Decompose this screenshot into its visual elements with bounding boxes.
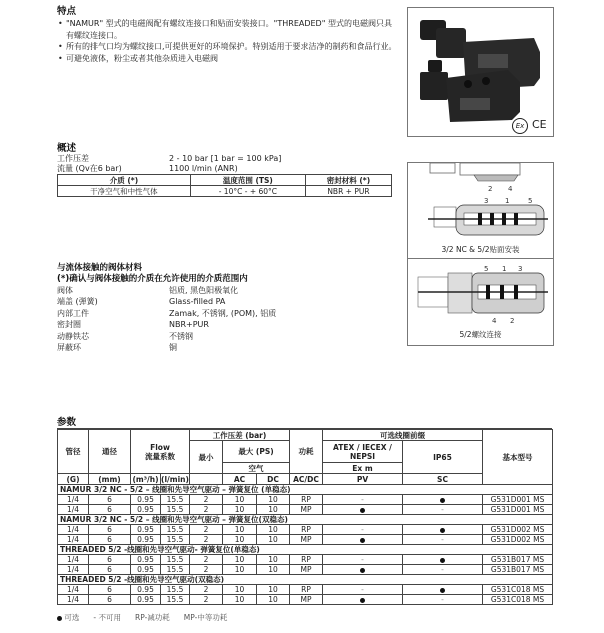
- media-cell: NBR + PUR: [305, 186, 391, 197]
- cell-ac: 10: [223, 555, 257, 565]
- features-section: [57, 3, 397, 64]
- cell-model: G531B017 MS: [483, 555, 553, 565]
- port-label: 5: [484, 265, 489, 273]
- cell-m3h: 0.95: [131, 525, 161, 535]
- cell-orifice: 6: [89, 505, 131, 515]
- port-label: 5: [528, 197, 533, 205]
- overview-key: 工作压差: [57, 154, 89, 163]
- cell-pv: [323, 585, 403, 595]
- cross-section-diagram-2: [408, 263, 553, 333]
- solenoid-valve-image: [408, 8, 553, 136]
- overview-title: 概述: [57, 143, 77, 154]
- diagram-1-caption: 3/2 NC & 5/2贴面安装: [441, 245, 520, 254]
- cell-pipe: 1/4: [58, 555, 89, 565]
- dot-icon: [440, 528, 445, 533]
- cell-power: MP: [290, 535, 323, 545]
- header-pipe: 管径: [58, 430, 89, 474]
- material-key: 阀体: [57, 286, 73, 295]
- material-row: [57, 296, 397, 307]
- unit-power: AC/DC: [290, 474, 323, 485]
- cell-sc: [403, 555, 483, 565]
- params-body: [58, 485, 553, 605]
- media-header: 介质 (*): [58, 175, 191, 186]
- cell-m3h: 0.95: [131, 505, 161, 515]
- materials-subtitle: (*)确认与阀体接触的介质在允许使用的介质范围内: [57, 274, 248, 284]
- unit-ac: AC: [223, 474, 257, 485]
- cell-sc: [403, 565, 483, 575]
- product-photo: [407, 7, 554, 137]
- cell-dc: 10: [257, 525, 290, 535]
- cell-min: 2: [190, 585, 223, 595]
- overview-row-pressure: [57, 154, 397, 164]
- cell-model: G531B017 MS: [483, 565, 553, 575]
- cell-pv: [323, 535, 403, 545]
- cell-min: 2: [190, 495, 223, 505]
- table-row: [58, 505, 553, 515]
- cell-model: G531D002 MS: [483, 535, 553, 545]
- dot-icon: [360, 598, 365, 603]
- cell-ac: 10: [223, 495, 257, 505]
- cell-model: G531C018 MS: [483, 585, 553, 595]
- unit-dc: DC: [257, 474, 290, 485]
- section-title: NAMUR 3/2 NC - 5/2 – 线圈和先导空气驱动 – 弹簧复位 (单稳态): [58, 485, 553, 495]
- header-flow: [131, 430, 190, 474]
- cell-orifice: 6: [89, 565, 131, 575]
- cell-pipe: 1/4: [58, 505, 89, 515]
- section-row: [58, 485, 553, 495]
- cell-orifice: 6: [89, 555, 131, 565]
- media-cell: - 10°C - + 60°C: [190, 186, 305, 197]
- header-pressure: 工作压差 (bar): [190, 430, 290, 441]
- dot-icon: [360, 538, 365, 543]
- port-label: 1: [502, 265, 507, 273]
- cross-section-diagram-1: [408, 163, 553, 257]
- overview-value: 1100 l/min (ANR): [169, 164, 238, 173]
- cell-pipe: 1/4: [58, 535, 89, 545]
- overview-value: 2 - 10 bar [1 bar = 100 kPa]: [169, 154, 282, 163]
- section-title: THREADED 5/2 -线圈和先导空气驱动(双稳态): [58, 575, 553, 585]
- dot-icon: [57, 616, 62, 621]
- legend-rp: RP-减功耗: [135, 613, 170, 622]
- media-header: 温度范围 (TS): [190, 175, 305, 186]
- cell-m3h: 0.95: [131, 565, 161, 575]
- cell-m3h: 0.95: [131, 585, 161, 595]
- material-value: Zamak, 不锈钢, (POM), 铝质: [169, 308, 277, 318]
- table-row: [58, 495, 553, 505]
- cell-lmin: 15.5: [161, 565, 190, 575]
- cell-sc: [403, 585, 483, 595]
- legend-mp: MP-中等功耗: [183, 613, 228, 622]
- unit-pv: PV: [323, 474, 403, 485]
- cell-dc: 10: [257, 595, 290, 605]
- port-label: 1: [505, 197, 510, 205]
- dash-icon: -: [361, 525, 364, 534]
- cell-pv: [323, 525, 403, 535]
- cell-dc: 10: [257, 555, 290, 565]
- header-exm: Ex m: [323, 463, 403, 474]
- cell-sc: [403, 505, 483, 515]
- unit-m3h: (m³/h): [132, 474, 159, 484]
- cell-model: G531C018 MS: [483, 595, 553, 605]
- material-value: 不锈钢: [169, 331, 193, 341]
- cell-pv: [323, 595, 403, 605]
- section-row: [58, 575, 553, 585]
- dot-icon: [440, 558, 445, 563]
- material-key: 端盖 (弹簧): [57, 297, 98, 307]
- legend-na: [93, 612, 121, 623]
- cell-min: 2: [190, 555, 223, 565]
- cell-m3h: 0.95: [131, 595, 161, 605]
- cell-ac: 10: [223, 595, 257, 605]
- header-atex: ATEX / IECEX / NEPSI: [323, 441, 403, 463]
- header-orifice: 通径: [89, 430, 131, 474]
- port-label: 4: [508, 185, 513, 193]
- cell-power: RP: [290, 495, 323, 505]
- material-row: [57, 308, 397, 319]
- material-key: 动静铁芯: [57, 331, 89, 341]
- materials-title: 与流体接触的阀体材料: [57, 263, 143, 273]
- cell-ac: 10: [223, 585, 257, 595]
- header-air: 空气: [223, 463, 290, 474]
- cell-m3h: 0.95: [131, 555, 161, 565]
- header-ip65: IP65: [403, 441, 483, 474]
- params-table: [57, 429, 553, 605]
- dash-icon: -: [361, 585, 364, 594]
- dash-icon: -: [93, 613, 97, 622]
- unit-min-empty: [190, 474, 223, 485]
- unit-orifice: (mm): [89, 474, 131, 485]
- material-key: 内部工件: [57, 308, 89, 318]
- dot-icon: [360, 508, 365, 513]
- features-title: 特点: [57, 6, 77, 17]
- cell-ac: 10: [223, 535, 257, 545]
- cell-orifice: 6: [89, 495, 131, 505]
- cell-pipe: 1/4: [58, 495, 89, 505]
- table-row: [58, 595, 553, 605]
- diagram-divider: [408, 258, 553, 259]
- media-table: [57, 174, 392, 197]
- unit-sc: SC: [403, 474, 483, 485]
- cell-min: 2: [190, 505, 223, 515]
- cell-pipe: 1/4: [58, 565, 89, 575]
- cell-ac: 10: [223, 565, 257, 575]
- cell-orifice: 6: [89, 595, 131, 605]
- cell-lmin: 15.5: [161, 505, 190, 515]
- cell-lmin: 15.5: [161, 595, 190, 605]
- port-label: 3: [484, 197, 489, 205]
- legend-optional: [57, 612, 79, 623]
- section-title: NAMUR 3/2 NC - 5/2 – 线圈和先导空气驱动 – 弹簧复位(双稳态): [58, 515, 553, 525]
- dash-icon: -: [441, 565, 444, 574]
- material-value: Glass-filled PA: [169, 297, 226, 307]
- dot-icon: [360, 568, 365, 573]
- cell-lmin: 15.5: [161, 535, 190, 545]
- header-flow-label: Flow: [150, 442, 170, 452]
- dot-icon: [440, 498, 445, 503]
- dot-icon: [440, 588, 445, 593]
- cell-orifice: 6: [89, 535, 131, 545]
- cell-sc: [403, 595, 483, 605]
- cell-power: RP: [290, 555, 323, 565]
- cell-pv: [323, 565, 403, 575]
- material-value: 铝质, 黑色阳极氧化: [169, 286, 239, 295]
- cell-min: 2: [190, 525, 223, 535]
- cell-power: MP: [290, 505, 323, 515]
- cell-orifice: 6: [89, 585, 131, 595]
- ce-mark-icon: CE: [532, 118, 547, 131]
- cell-power: MP: [290, 565, 323, 575]
- cell-min: 2: [190, 535, 223, 545]
- cell-dc: 10: [257, 495, 290, 505]
- header-flow-sub: 流量系数: [145, 451, 175, 461]
- cell-dc: 10: [257, 585, 290, 595]
- cell-lmin: 15.5: [161, 555, 190, 565]
- cell-dc: 10: [257, 565, 290, 575]
- overview-row-flow: [57, 164, 397, 174]
- material-row: [57, 285, 397, 296]
- params-title: 参数: [57, 417, 77, 428]
- dash-icon: -: [441, 595, 444, 604]
- cross-section-diagrams: [407, 162, 554, 346]
- table-row: [58, 535, 553, 545]
- legend-optional-label: 可选: [64, 613, 80, 622]
- overview-section: [57, 140, 397, 174]
- port-label: 4: [492, 317, 497, 325]
- cell-sc: [403, 525, 483, 535]
- cell-lmin: 15.5: [161, 585, 190, 595]
- cell-dc: 10: [257, 535, 290, 545]
- features-list: [57, 18, 397, 64]
- header-min: 最小: [190, 441, 223, 474]
- media-cell: 干净空气和中性气体: [58, 186, 191, 197]
- section-row: [58, 515, 553, 525]
- table-row: [58, 585, 553, 595]
- materials-list: [57, 285, 397, 353]
- table-row: [58, 565, 553, 575]
- cell-power: RP: [290, 585, 323, 595]
- cell-m3h: 0.95: [131, 535, 161, 545]
- cell-power: MP: [290, 595, 323, 605]
- dash-icon: -: [441, 535, 444, 544]
- cell-pipe: 1/4: [58, 525, 89, 535]
- cell-min: 2: [190, 565, 223, 575]
- diagram-2-caption: 5/2螺纹连接: [459, 330, 502, 339]
- cell-model: G531D001 MS: [483, 505, 553, 515]
- cell-sc: [403, 495, 483, 505]
- cell-sc: [403, 535, 483, 545]
- dash-icon: -: [441, 505, 444, 514]
- material-row: [57, 342, 397, 353]
- cell-orifice: 6: [89, 525, 131, 535]
- dash-icon: -: [361, 495, 364, 504]
- cell-model: G531D001 MS: [483, 495, 553, 505]
- cell-ac: 10: [223, 505, 257, 515]
- dash-icon: -: [361, 555, 364, 564]
- cell-pv: [323, 505, 403, 515]
- port-label: 2: [488, 185, 493, 193]
- material-row: [57, 319, 397, 330]
- unit-lmin: (l/min): [161, 474, 189, 484]
- material-value: NBR+PUR: [169, 320, 209, 330]
- cell-dc: 10: [257, 505, 290, 515]
- header-max: 最大 (PS): [223, 441, 290, 463]
- overview-key: 流量 (Qv在6 bar): [57, 164, 122, 173]
- port-label: 3: [518, 265, 523, 273]
- material-key: 密封圈: [57, 320, 81, 330]
- header-power: 功耗: [290, 430, 323, 474]
- header-base-model: 基本型号: [483, 430, 553, 485]
- feature-bullet: • 可避免液体，粉尘或者其他杂质进入电磁阀: [57, 53, 397, 65]
- material-key: 屏蔽环: [57, 343, 81, 353]
- cell-lmin: 15.5: [161, 525, 190, 535]
- feature-bullet: • 所有的排气口均为螺纹接口,可提供更好的环境保护。特别适用于要求洁净的制药和食品行业。: [57, 41, 397, 53]
- material-row: [57, 331, 397, 342]
- params-legend: [57, 612, 227, 623]
- cell-min: 2: [190, 595, 223, 605]
- cell-power: RP: [290, 525, 323, 535]
- cell-ac: 10: [223, 525, 257, 535]
- media-header: 密封材料 (*): [305, 175, 391, 186]
- legend-na-label: 不可用: [98, 613, 121, 622]
- header-coil-prefix: 可选线圈前缀: [323, 430, 483, 441]
- unit-pipe: (G): [58, 474, 89, 485]
- ex-badge-icon: Ex: [512, 118, 528, 134]
- table-row: [58, 555, 553, 565]
- cell-m3h: 0.95: [131, 495, 161, 505]
- cell-pv: [323, 495, 403, 505]
- materials-section: [57, 263, 397, 353]
- cell-lmin: 15.5: [161, 495, 190, 505]
- cell-pipe: 1/4: [58, 585, 89, 595]
- feature-bullet: • "NAMUR" 型式的电磁阀配有螺纹连接口和贴面安装接口。"THREADED" 型式的电磁阀只具有螺纹连接口。: [57, 18, 397, 41]
- material-value: 铜: [169, 343, 177, 353]
- cell-model: G531D002 MS: [483, 525, 553, 535]
- section-row: [58, 545, 553, 555]
- cell-pipe: 1/4: [58, 595, 89, 605]
- port-label: 2: [510, 317, 515, 325]
- cell-pv: [323, 555, 403, 565]
- table-row: [58, 525, 553, 535]
- section-title: THREADED 5/2 -线圈和先导空气驱动- 弹簧复位(单稳态): [58, 545, 553, 555]
